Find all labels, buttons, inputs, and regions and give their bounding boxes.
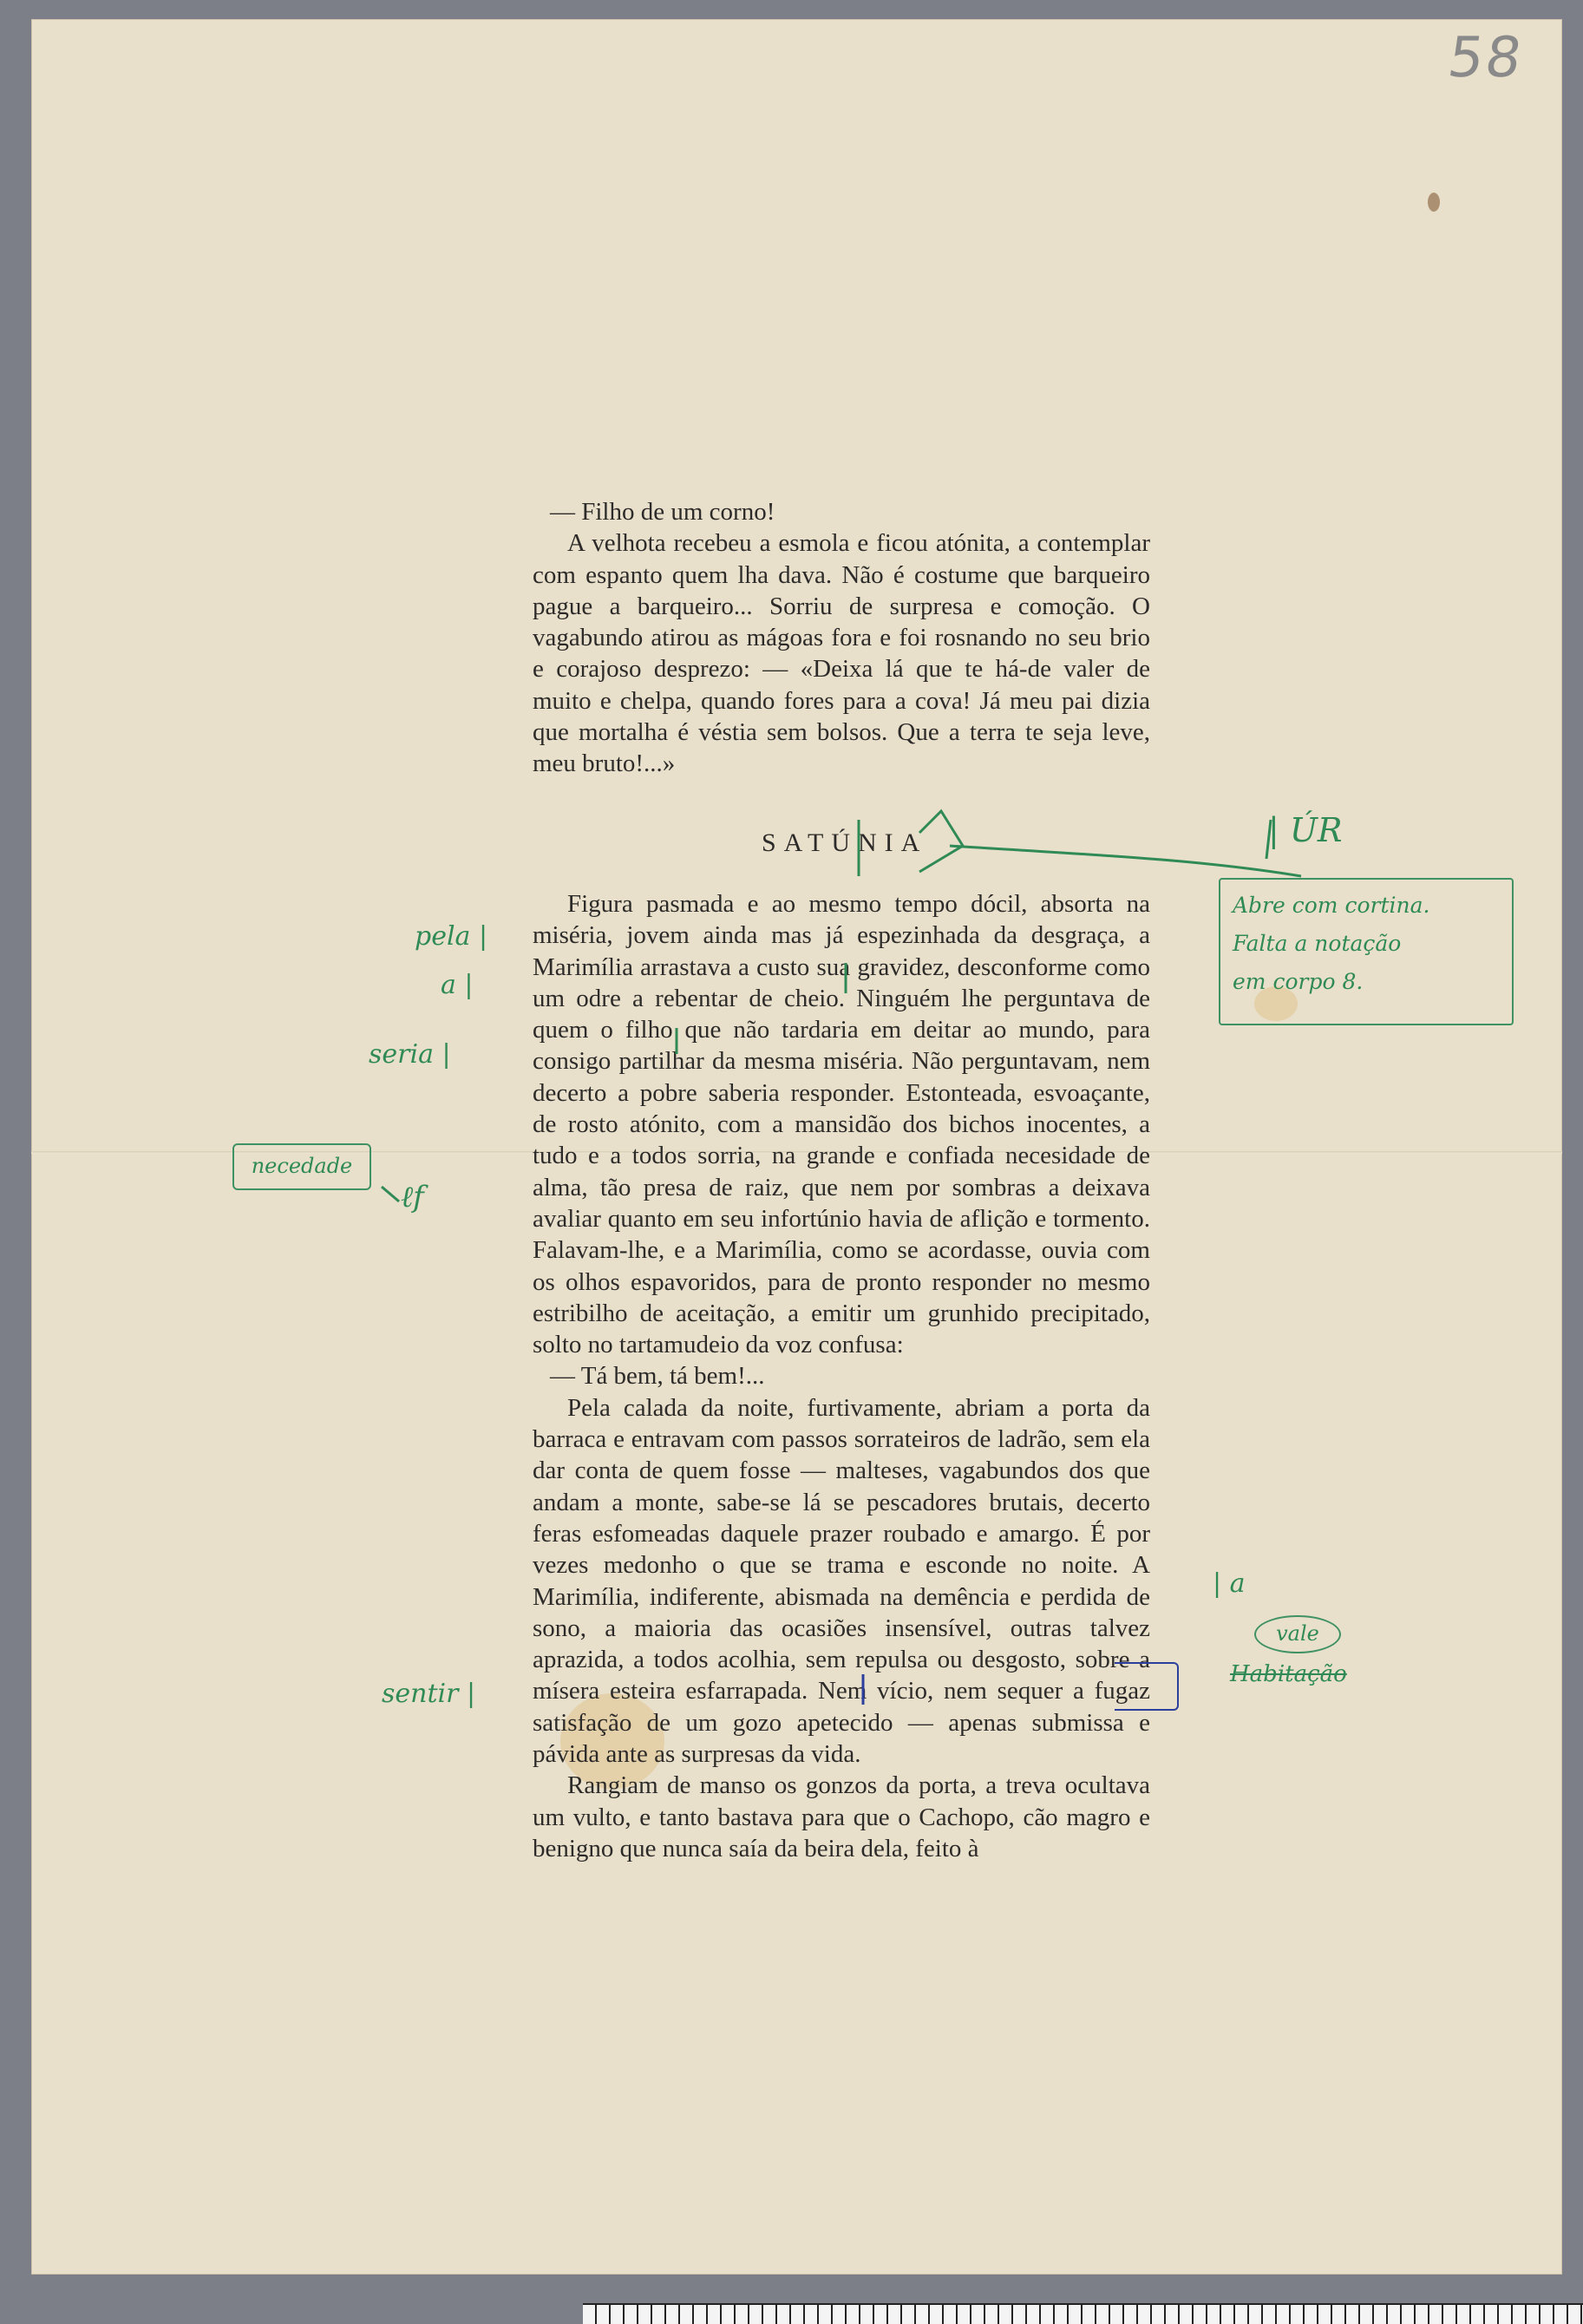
margin-note-left: seria |: [369, 1039, 451, 1070]
chapter-arrow-mark: [919, 811, 963, 872]
paragraph: Figura pasmada e ao mesmo tempo dócil, absorta na miséria, jovem ainda mas já espezinhada da desgraça, a Marimília arrastava a custo sua gravidez, desconforme como um odre a rebentar de cheio. Ninguém lhe perguntava de quem o filho que não tardaria em deitar ao mundo, para consigo partilhar da mesma miséria. Não perguntavam, nem decerto a pobre saberia responder. Estonteada, esvoaçante, de rosto atónito, com a mansidão dos bichos inocentes, a tudo e a todos sorria, na grande e confiada necesidade de alma, tão presa de raiz, que nem por sombras a deixava avaliar quanto em seu infortúnio havia de aflição e tormento. Falavam-lhe, e a Marimília, como se acordasse, ouvia com os olhos espavoridos, para de pronto responder no mesmo estribilho de aceitação, a emitir um grunhido precipitado, solto no tartamudeio da voz confusa:: [533, 890, 1150, 1359]
margin-note-left: sentir |: [382, 1679, 476, 1709]
paragraph: Pela calada da noite, furtivamente, abriam a porta da barraca e entravam com passos sorrateiros de ladrão, sem ela dar conta de quem fosse — malteses, vagabundos dos que andam a monte, sabe-se lá se pescadores brutais, decerto feras esfomeadas daquele prazer roubado e amargo. É por vezes medonho o que se trama e esconde no noite. A Marimília, indiferente, abismada na demência e perdida de sono, a maioria das ocasiões insensível, outras talvez aprazida, a todos acolhia, sem repulsa ou desgosto, sobre a mísera esteira esfarrapada. Nem vício, nem sequer a fugaz satisfação de um gozo apetecido — apenas submissa e pávida ante as surpresas da vida.: [533, 1393, 1150, 1769]
symbol-mark: ℓf: [401, 1180, 424, 1214]
scale-ruler: [583, 2303, 1583, 2324]
chapter-title: SATÚNIA: [762, 828, 928, 857]
struck-word-note: Habitação: [1230, 1661, 1347, 1687]
arrow-mark: [382, 1187, 399, 1201]
note-line: Abre com cortina.: [1233, 893, 1430, 918]
dialog-line: — Filho de um corno!: [550, 498, 775, 526]
boxed-word-note: necedade: [232, 1143, 371, 1190]
margin-note-left: pela |: [415, 921, 488, 952]
note-line: em corpo 8.: [1233, 969, 1364, 994]
paragraph: A velhota recebeu a esmola e ficou atónita, a contemplar com espanto quem lha dava. Não é costume que barqueiro pague a barqueiro... Sorriu de surpresa e comoção. O vagabundo atirou as mágoas fora e foi rosnando no seu brio e corajoso desprezo: — «Deixa lá que te há-de valer de muito e chelpa, quando fores para a cova! Já meu pai dizia que mortalha é véstia sem bolsos. Que a terra te seja leve, meu bruto!...»: [533, 529, 1150, 778]
dialog-line: — Tá bem, tá bem!...: [550, 1362, 765, 1391]
margin-note-box: [1219, 878, 1514, 1025]
paragraph: Rangiam de manso os gonzos da porta, a treva ocultava um vulto, e tanto bastava para que o Cachopo, cão magro e benigno que nunca saía da beira dela, feito à: [533, 1771, 1150, 1862]
margin-note-right: | a: [1213, 1568, 1246, 1599]
margin-note-right: | ÚR: [1268, 811, 1343, 849]
page-number: 58: [1443, 26, 1527, 90]
margin-note-left: a |: [441, 970, 474, 1000]
blue-bracket-mark: [1115, 1662, 1179, 1711]
connector-line: [950, 846, 1301, 876]
note-line: Falta a notação: [1233, 931, 1402, 956]
oval-word-note: vale: [1254, 1615, 1341, 1653]
